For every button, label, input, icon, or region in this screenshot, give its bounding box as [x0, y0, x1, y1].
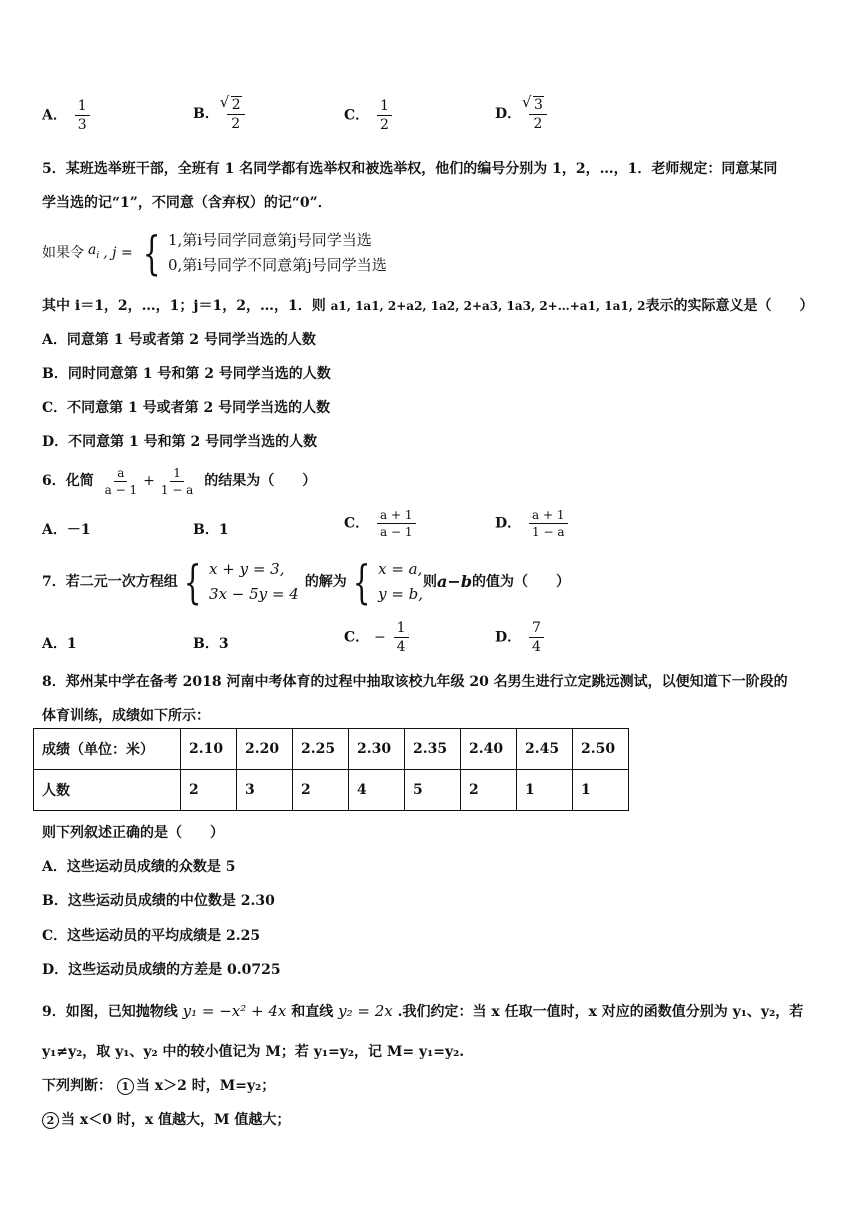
q4-option-d[interactable] — [495, 96, 550, 132]
q7-option-b[interactable]: B．3 — [193, 636, 229, 652]
judgement-text: 当 x＜0 时，x 值越大，M 值越大； — [61, 1112, 291, 1128]
q8-stem-line2: 体育训练，成绩如下所示： — [42, 708, 210, 724]
fraction — [377, 508, 415, 539]
fraction — [529, 96, 547, 132]
sqrt-value: √ 3 — [533, 96, 544, 113]
denominator: 2 — [380, 117, 389, 133]
judgement-text: 当 x＞2 时，M=y₂； — [135, 1078, 276, 1094]
table-cell: 2.50 — [573, 729, 629, 770]
circled-number-icon: 2 — [42, 1112, 59, 1129]
definition-mid: , j = — [103, 245, 133, 261]
q9-mid: 和直线 — [286, 1004, 339, 1020]
option-label: D． — [495, 106, 522, 122]
option-label: D． — [495, 629, 522, 646]
option-label: C． — [344, 107, 370, 124]
numerator: 1 — [170, 466, 184, 482]
solution-2: y = b, — [378, 585, 424, 603]
q8-option-a[interactable]: A．这些运动员成绩的众数是 5 — [42, 859, 236, 875]
table-header-cell: 人数 — [34, 770, 181, 811]
numerator — [227, 96, 245, 115]
q8-option-c[interactable]: C．这些运动员的平均成绩是 2.25 — [42, 928, 261, 944]
table-cell: 2.40 — [461, 729, 517, 770]
fraction — [529, 620, 544, 655]
q6-suffix: 的结果为（ ） — [204, 473, 317, 489]
q7-line — [42, 557, 570, 607]
denominator: 4 — [532, 639, 541, 655]
minus-sign: − — [374, 629, 386, 646]
var-subscript: i — [96, 250, 100, 261]
q7-suffix: 的值为（ ） — [472, 574, 571, 590]
denominator: 3 — [77, 117, 87, 133]
var-name: a — [88, 242, 97, 259]
left-brace: { — [352, 555, 371, 609]
q8-option-b[interactable]: B．这些运动员成绩的中位数是 2.30 — [42, 893, 275, 909]
table-cell: 3 — [237, 770, 293, 811]
variable-a — [88, 241, 99, 265]
numerator — [529, 96, 547, 115]
numerator: 1 — [75, 98, 90, 116]
fraction-1 — [102, 466, 140, 497]
denominator: a − 1 — [104, 482, 138, 497]
score-table — [33, 728, 629, 811]
equation-system — [209, 557, 299, 607]
denominator: 2 — [533, 116, 543, 132]
option-label: C． — [344, 515, 370, 532]
q5-stem-line2: 学当选的记“1”，不同意（含弃权）的记“0”． — [42, 195, 332, 211]
numerator: 1 — [377, 98, 392, 116]
table-cell: 1 — [573, 770, 629, 811]
q6-option-d[interactable] — [495, 508, 571, 539]
left-brace: { — [142, 226, 161, 280]
cases — [168, 228, 387, 278]
parabola-expression: y₁ = −x² + 4x — [182, 1002, 287, 1020]
q7-expression: a−b — [437, 572, 473, 591]
q7-option-c[interactable] — [344, 620, 412, 655]
q5-option-b[interactable]: B．同时同意第 1 号和第 2 号同学当选的人数 — [42, 366, 331, 382]
numerator: 1 — [394, 620, 409, 638]
q7-prefix: 7．若二元一次方程组 — [42, 574, 178, 590]
table-cell: 2.45 — [517, 729, 573, 770]
q4-option-b[interactable] — [193, 96, 248, 132]
numerator: 7 — [529, 620, 544, 638]
piecewise-definition — [42, 228, 387, 278]
q6-stem — [42, 464, 316, 498]
case-2: 0,第i号同学不同意第j号同学当选 — [167, 256, 387, 274]
option-label: C． — [344, 629, 370, 646]
q8-stem-line1: 8．郑州某中学在备考 2018 河南中考体育的过程中抽取该校九年级 20 名男生进行立定跳远测试，以便知道下一阶段的 — [42, 674, 788, 690]
denominator: 1 − a — [532, 525, 565, 539]
q5-option-a[interactable]: A．同意第 1 号或者第 2 号同学当选的人数 — [42, 332, 316, 348]
question-text: 表示的实际意义是（ ） — [645, 298, 814, 314]
fraction — [377, 98, 392, 133]
q5-stem-line3 — [42, 297, 813, 315]
q6-option-c[interactable] — [344, 508, 419, 539]
numerator: a — [114, 466, 127, 482]
where-text: 其中 i＝1，2，…，1；j＝1，2，…，1．则 — [42, 298, 331, 314]
q8-option-d[interactable]: D．这些运动员成绩的方差是 0.0725 — [42, 962, 281, 978]
q9-stem-line1 — [42, 1002, 803, 1021]
table-cell: 2 — [461, 770, 517, 811]
q7-then: 则 — [423, 574, 438, 590]
q5-option-c[interactable]: C．不同意第 1 号或者第 2 号同学当选的人数 — [42, 400, 331, 416]
table-row — [34, 729, 629, 770]
table-cell: 2 — [293, 770, 349, 811]
table-cell: 1 — [517, 770, 573, 811]
q8-stem-line3: 则下列叙述正确的是（ ） — [42, 825, 224, 841]
q7-stem — [42, 557, 570, 607]
q7-option-d[interactable] — [495, 620, 547, 655]
q5-definition — [42, 228, 387, 278]
q5-option-d[interactable]: D．不同意第 1 号和第 2 号同学当选的人数 — [42, 434, 318, 450]
q6-option-a[interactable]: A．－1 — [42, 522, 91, 538]
q6-option-b[interactable]: B．1 — [193, 522, 229, 538]
denominator: 2 — [231, 116, 241, 132]
case-1: 1,第i号同学同意第j号同学当选 — [167, 231, 372, 249]
q5-stem-line1: 5．某班选举班干部，全班有 1 名同学都有选举权和被选举权，他们的编号分别为 1，2，…，1．老师规定：同意某同 — [42, 161, 778, 177]
q9-judgement-1 — [42, 1077, 275, 1095]
fraction — [394, 620, 409, 655]
plus-sign: + — [143, 473, 155, 489]
fraction-2 — [158, 466, 196, 497]
q9-judgement-2 — [42, 1111, 290, 1129]
numerator: a + 1 — [529, 508, 567, 524]
table-cell: 2.10 — [181, 729, 237, 770]
q7-option-a[interactable]: A．1 — [42, 636, 77, 652]
q4-option-c[interactable] — [344, 98, 395, 133]
q9-stem-line2: y₁≠y₂，取 y₁、y₂ 中的较小值记为 M；若 y₁=y₂，记 M= y₁=y₂. — [42, 1044, 465, 1060]
table-row — [34, 770, 629, 811]
fraction — [75, 98, 90, 133]
q9-prefix: 9．如图，已知抛物线 — [42, 1004, 183, 1020]
q7-mid: 的解为 — [304, 574, 347, 590]
table-cell: 2.35 — [405, 729, 461, 770]
denominator: 4 — [396, 639, 406, 655]
table-cell: 2 — [181, 770, 237, 811]
fraction — [529, 508, 567, 539]
table-header-cell: 成绩（单位：米） — [34, 729, 181, 770]
equation-1: x + y = 3, — [209, 560, 285, 578]
option-label: D． — [495, 515, 522, 532]
q6-prefix: 6．化简 — [42, 473, 94, 489]
solution-1: x = a, — [378, 560, 423, 578]
denominator: 1 − a — [160, 482, 194, 497]
table-cell: 2.20 — [237, 729, 293, 770]
fraction — [227, 96, 245, 132]
sqrt-value: √ 2 — [231, 96, 242, 113]
option-label: B． — [193, 106, 219, 122]
sum-expression: a1, 1a1, 2+a2, 1a2, 2+a3, 1a3, 2+…+a1, 1a1, 2 — [330, 299, 646, 313]
table-cell: 4 — [349, 770, 405, 811]
option-label: A． — [42, 107, 67, 124]
solution-system — [378, 557, 423, 607]
q4-option-a[interactable] — [42, 98, 93, 133]
q9-judge-prefix: 下列判断： — [42, 1078, 112, 1094]
line-expression: y₂ = 2x — [338, 1002, 393, 1020]
q9-suffix: .我们约定：当 x 任取一值时，x 对应的函数值分别为 y₁、y₂，若 — [392, 1004, 804, 1020]
table-cell: 2.25 — [293, 729, 349, 770]
denominator: a − 1 — [380, 525, 413, 539]
table-cell: 2.30 — [349, 729, 405, 770]
left-brace: { — [183, 555, 202, 609]
table-cell: 5 — [405, 770, 461, 811]
numerator: a + 1 — [377, 508, 415, 524]
circled-number-icon: 1 — [117, 1078, 134, 1095]
equation-2: 3x − 5y = 4 — [209, 585, 299, 603]
definition-prefix: 如果令 — [42, 245, 84, 261]
